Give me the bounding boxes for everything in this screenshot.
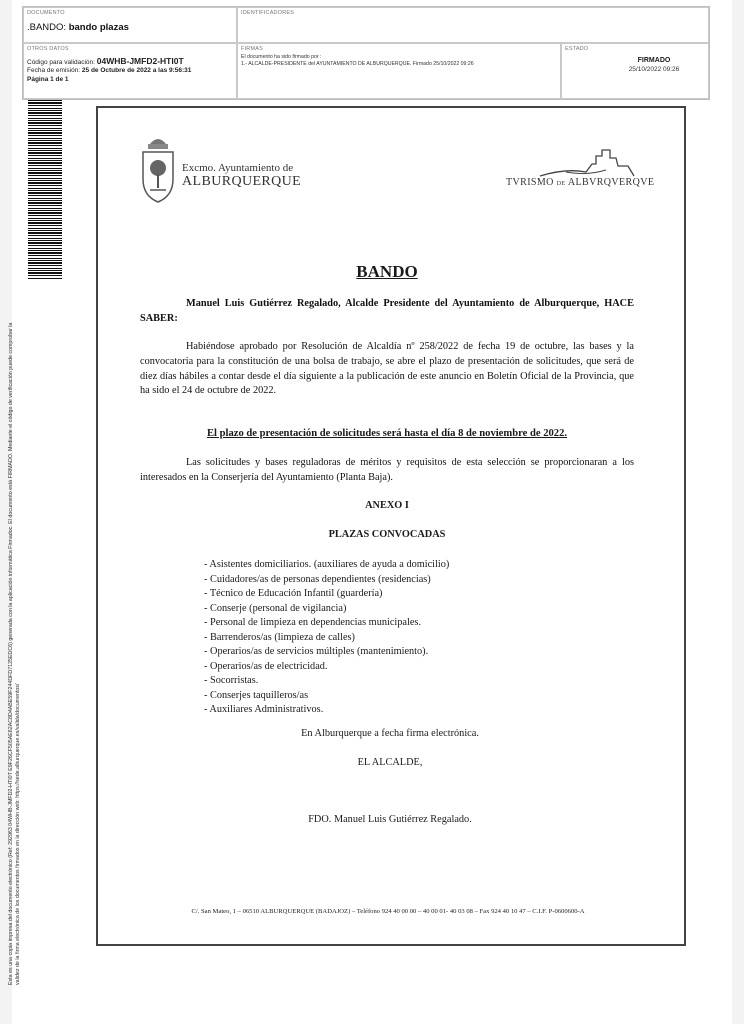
- documento-label: DOCUMENTO: [27, 10, 65, 16]
- verification-side-text: Esta es una copia impresa del documento electrónico (Ref: 292963 04WHB-JMFD2-HTI0T E9F26CF505AE62AC8D4ABE59F244DFD7125EDC6) generada con la aplicación informática Firmadoc. El documento está FIRMADO. Mediante el código de verificación puede comprobar la validez de la firma electrónica de los documentos firmados en la dirección web: https://sede.alburquerque.es/valida/documentos/: [8, 322, 21, 985]
- turismo-logo-text: TVRISMO DE ALBVRQVERQVE: [506, 177, 655, 188]
- list-item: - Auxiliares Administrativos.: [204, 704, 324, 715]
- ayuntamiento-logo-line2: ALBURQUERQUE: [182, 174, 302, 189]
- list-item: - Cuidadores/as de personas dependientes (residencias): [204, 573, 431, 585]
- intro-paragraph: Manuel Luis Gutiérrez Regalado, Alcalde Presidente del Ayuntamiento de Alburquerque, HACE SABER:: [140, 298, 634, 324]
- identificadores-label: IDENTIFICADORES: [241, 10, 295, 16]
- validation-code: Código para validación: 04WHB-JMFD2-HTI0T: [27, 56, 184, 66]
- list-item: - Socorristas.: [204, 675, 259, 686]
- ayuntamiento-logo-line1: Excmo. Ayuntamiento de: [182, 162, 294, 174]
- firmas-cell: [237, 43, 561, 99]
- list-item: - Barrenderos/as (limpieza de calles): [204, 631, 355, 643]
- paragraph-resolucion: Habiéndose aprobado por Resolución de Alcaldía nº 258/2022 de fecha 19 de octubre, las bases y la convocatoria para la constitución de una bolsa de trabajo, se abre el plazo de presentación de solicitudes, que será de diez días hábiles a contar desde el día siguiente a la publicación de este anuncio en Boletín Oficial de la Provincia, que ha sido el 24 de octubre de 2022.: [140, 341, 634, 397]
- address-footer: C/. San Mateo, 1 – 06510 ALBURQUERQUE (BADAJOZ) – Teléfono 924 40 00 00 – 40 00 01- 40 03 08 – Fax 924 40 10 47 – C.I.F. P-0600600-A: [191, 908, 585, 915]
- estado-label: ESTADO: [565, 46, 589, 52]
- signature-header: [22, 6, 710, 100]
- plazas-list: [204, 558, 449, 718]
- firmas-label: FIRMAS: [241, 46, 263, 52]
- list-item: - Conserje (personal de vigilancia): [204, 602, 347, 614]
- plazo-notice: El plazo de presentación de solicitudes será hasta el día 8 de noviembre de 2022.: [206, 428, 568, 439]
- page-count: Página 1 de 1: [27, 76, 69, 83]
- documento-cell: [23, 7, 237, 43]
- list-item: - Técnico de Educación Infantil (guardería): [204, 588, 383, 599]
- list-item: - Conserjes taquilleros/as: [204, 689, 309, 701]
- place-date-line: En Alburquerque a fecha firma electrónica.: [301, 728, 479, 739]
- firmas-line2: 1.- ALCALDE-PRESIDENTE del AYUNTAMIENTO DE ALBURQUERQUE. Firmado 25/10/2022 09:26: [241, 61, 474, 67]
- estado-value: FIRMADO: [637, 57, 671, 64]
- anexo-heading: ANEXO I: [365, 500, 409, 511]
- bando-title: BANDO: [356, 262, 418, 281]
- list-item: - Personal de limpieza en dependencias municipales.: [204, 617, 422, 628]
- list-item: - Operarios/as de electricidad.: [204, 660, 328, 672]
- identificadores-cell: [237, 7, 709, 43]
- signer-name: FDO. Manuel Luis Gutiérrez Regalado.: [308, 814, 472, 825]
- firmas-line1: El documento ha sido firmado por :: [241, 54, 322, 60]
- barcode: [28, 100, 62, 280]
- otros-datos-cell: [23, 43, 237, 99]
- coat-of-arms-icon: [138, 134, 178, 204]
- plazas-heading: PLAZAS CONVOCADAS: [328, 529, 446, 540]
- issue-date: Fecha de emisión: 25 de Octubre de 2022 a las 9:56:31: [27, 67, 192, 74]
- list-item: - Operarios/as de servicios múltiples (mantenimiento).: [204, 646, 429, 657]
- signer-title: EL ALCALDE,: [357, 757, 423, 768]
- paragraph-solicitudes: Las solicitudes y bases reguladoras de méritos y requisitos de esta selección se proporcionaran a los interesados en la Conserjería del Ayuntamiento (Planta Baja).: [140, 457, 634, 483]
- otros-datos-label: OTROS DATOS: [27, 46, 69, 52]
- list-item: - Asistentes domiciliarios. (auxiliares de ayuda a domicilio): [204, 559, 450, 570]
- document-title: .BANDO: bando plazas: [27, 22, 129, 33]
- estado-date: 25/10/2022 09:26: [628, 66, 680, 73]
- estado-cell: [561, 43, 709, 99]
